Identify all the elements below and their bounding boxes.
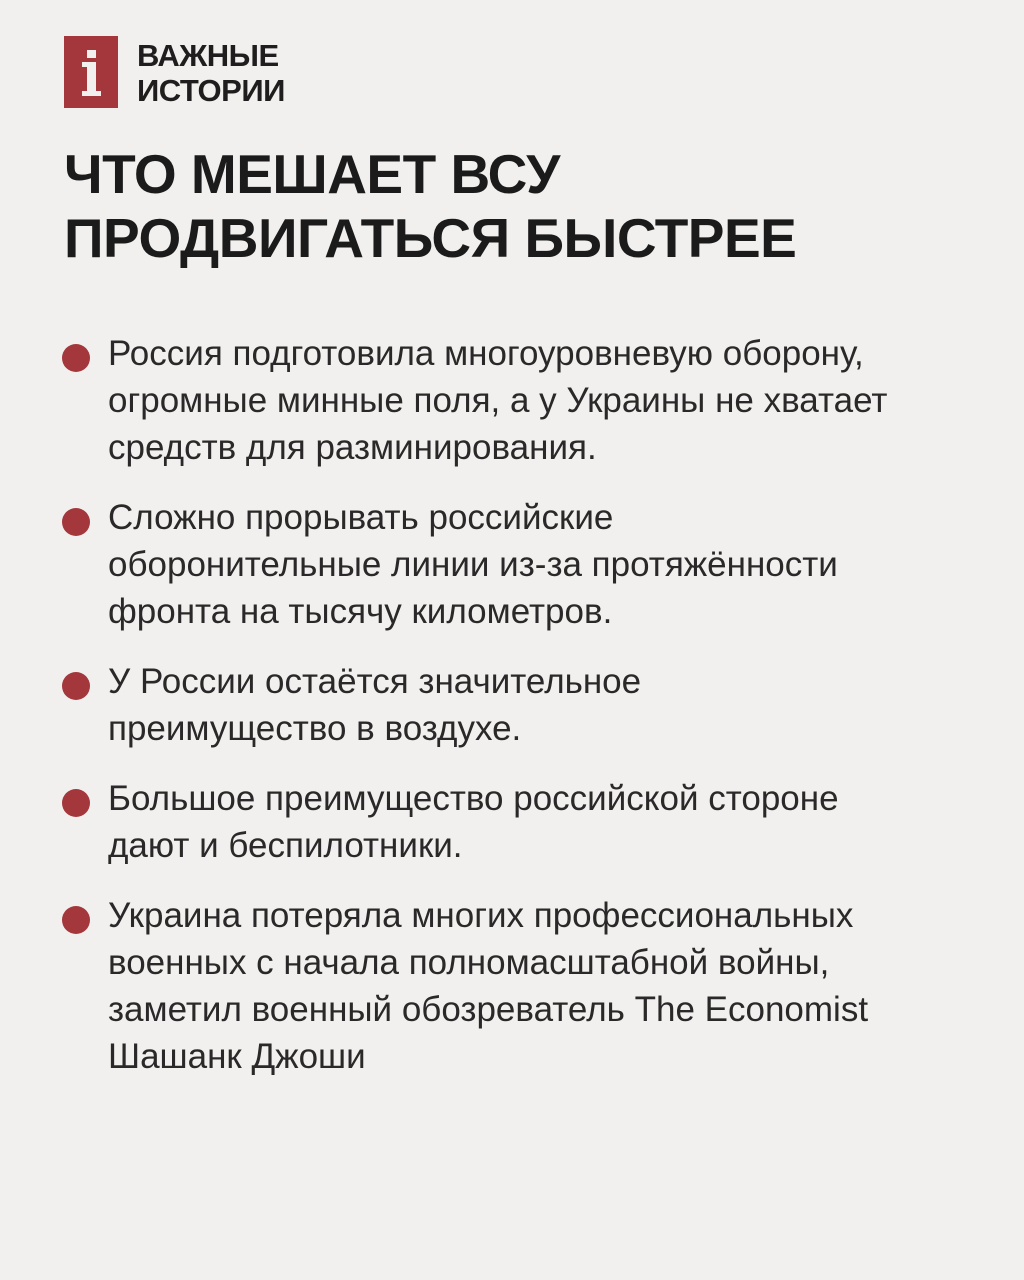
bullet-text-line: заметил военный обозреватель The Economist (108, 990, 869, 1029)
bullet-text (108, 494, 982, 635)
page-title-line1: ЧТО МЕШАЕТ ВСУ (64, 143, 560, 205)
brand-logo (64, 36, 285, 108)
list-item (62, 330, 982, 471)
bullet-dot-icon (62, 344, 90, 372)
bullet-text-line: оборонительные линии из-за протяжённости (108, 545, 838, 584)
info-i-icon (64, 36, 118, 108)
bullet-text-line: Большое преимущество российской стороне (108, 779, 839, 818)
bullet-text-line: Украина потеряла многих профессиональных (108, 896, 854, 935)
bullet-text-line: средств для разминирования. (108, 428, 597, 467)
bullet-text-line: Шашанк Джоши (108, 1037, 366, 1076)
page-title (64, 142, 796, 270)
bullet-text (108, 775, 982, 869)
bullet-text-line: военных с начала полномасштабной войны, (108, 943, 830, 982)
brand-name-line2: ИСТОРИИ (137, 73, 285, 108)
list-item (62, 892, 982, 1080)
bullet-text (108, 658, 982, 752)
bullet-list (62, 330, 982, 1103)
page-title-line2: ПРОДВИГАТЬСЯ БЫСТРЕЕ (64, 207, 797, 269)
bullet-dot-icon (62, 789, 90, 817)
bullet-text-line: У России остаётся значительное (108, 662, 642, 701)
bullet-text-line: Сложно прорывать российские (108, 498, 614, 537)
bullet-text-line: преимущество в воздухе. (108, 709, 522, 748)
bullet-text-line: фронта на тысячу километров. (108, 592, 613, 631)
bullet-text-line: Россия подготовила многоуровневую оборону, (108, 334, 864, 373)
bullet-dot-icon (62, 508, 90, 536)
bullet-text-line: огромные минные поля, а у Украины не хватает (108, 381, 888, 420)
bullet-text-line: дают и беспилотники. (108, 826, 463, 865)
bullet-dot-icon (62, 906, 90, 934)
bullet-text (108, 330, 982, 471)
brand-name-line1: ВАЖНЫЕ (137, 38, 279, 73)
bullet-text (108, 892, 982, 1080)
list-item (62, 494, 982, 635)
bullet-dot-icon (62, 672, 90, 700)
list-item (62, 658, 982, 752)
brand-name (137, 38, 285, 108)
list-item (62, 775, 982, 869)
